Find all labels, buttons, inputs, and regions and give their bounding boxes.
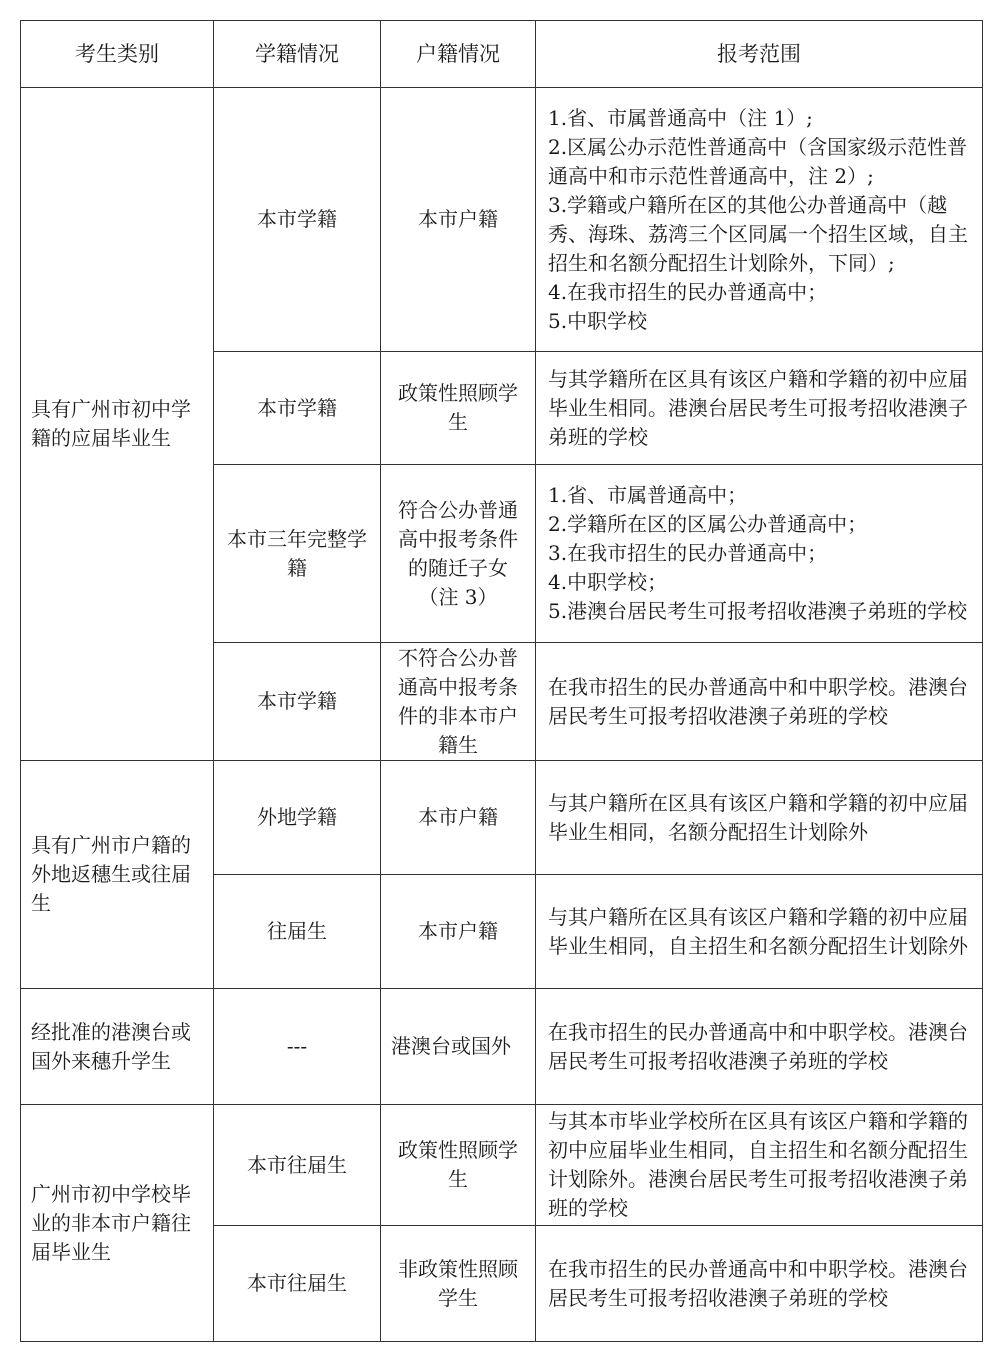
scope-line: 在我市招生的民办普通高中和中职学校。港澳台居民考生可报考招收港澳子弟班的学校 xyxy=(548,674,968,728)
school-status-cell: --- xyxy=(214,989,381,1105)
scope-line: 3.学籍或户籍所在区的其他公办普通高中（越秀、海珠、荔湾三个区同属一个招生区域，自主招生和名额分配招生计划除外，下同）; xyxy=(548,192,968,275)
hukou-status-cell: 政策性照顾学生 xyxy=(381,352,536,465)
school-status-cell: 本市学籍 xyxy=(214,352,381,465)
scope-line: 2.学籍所在区的区属公办普通高中； xyxy=(548,512,868,536)
school-status-cell: 本市学籍 xyxy=(214,643,381,761)
scope-cell xyxy=(536,1105,983,1226)
header-row xyxy=(21,21,983,88)
scope-cell xyxy=(536,761,983,875)
scope-line: 在我市招生的民办普通高中和中职学校。港澳台居民考生可报考招收港澳子弟班的学校 xyxy=(548,1019,968,1073)
school-status-cell: 本市学籍 xyxy=(214,88,381,352)
scope-line: 1.省、市属普通高中（注 1）; xyxy=(548,105,813,130)
table-row xyxy=(21,88,983,352)
scope-line: 在我市招生的民办普通高中和中职学校。港澳台居民考生可报考招收港澳子弟班的学校 xyxy=(548,1256,968,1310)
hukou-status-cell: 本市户籍 xyxy=(381,761,536,875)
table-row xyxy=(21,1105,983,1226)
category-cell: 具有广州市初中学籍的应届毕业生 xyxy=(21,88,214,761)
scope-cell xyxy=(536,643,983,761)
scope-line: 与其本市毕业学校所在区具有该区户籍和学籍的初中应届毕业生相同，自主招生和名额分配招生计划除外。港澳台居民考生可报考招收港澳子弟班的学校 xyxy=(548,1109,968,1220)
scope-cell xyxy=(536,88,983,352)
scope-line: 与其户籍所在区具有该区户籍和学籍的初中应届毕业生相同，自主招生和名额分配招生计划除外 xyxy=(548,904,968,958)
scope-line: 4.在我市招生的民办普通高中； xyxy=(548,279,828,304)
scope-line: 4.中职学校； xyxy=(548,570,668,594)
scope-line: 5.中职学校 xyxy=(548,308,648,333)
header-category: 考生类别 xyxy=(21,21,214,88)
school-status-cell: 外地学籍 xyxy=(214,761,381,875)
scope-cell xyxy=(536,875,983,989)
hukou-status-cell: 政策性照顾学生 xyxy=(381,1105,536,1226)
school-status-cell: 往届生 xyxy=(214,875,381,989)
scope-line: 3.在我市招生的民办普通高中； xyxy=(548,541,828,565)
scope-line: 1.省、市属普通高中； xyxy=(548,483,748,507)
school-status-cell: 本市三年完整学籍 xyxy=(214,465,381,643)
hukou-status-cell: 港澳台或国外 xyxy=(381,989,536,1105)
scope-cell xyxy=(536,465,983,643)
header-hukou-status: 户籍情况 xyxy=(381,21,536,88)
scope-line: 5.港澳台居民考生可报考招收港澳子弟班的学校 xyxy=(548,599,968,623)
category-cell: 具有广州市户籍的外地返穗生或往届生 xyxy=(21,761,214,989)
table-row xyxy=(21,761,983,875)
scope-line: 2.区属公办示范性普通高中（含国家级示范性普通高中和市示范性普通高中，注 2）; xyxy=(548,134,968,188)
enrollment-scope-table xyxy=(20,20,983,1342)
table-row xyxy=(21,989,983,1105)
school-status-cell: 本市往届生 xyxy=(214,1226,381,1342)
scope-cell xyxy=(536,352,983,465)
category-cell: 广州市初中学校毕业的非本市户籍往届毕业生 xyxy=(21,1105,214,1342)
scope-cell xyxy=(536,1226,983,1342)
scope-cell xyxy=(536,989,983,1105)
header-school-status: 学籍情况 xyxy=(214,21,381,88)
school-status-cell: 本市往届生 xyxy=(214,1105,381,1226)
hukou-status-cell: 本市户籍 xyxy=(381,88,536,352)
header-scope: 报考范围 xyxy=(536,21,983,88)
hukou-status-cell: 符合公办普通高中报考条件的随迁子女（注 3） xyxy=(381,465,536,643)
hukou-status-cell: 本市户籍 xyxy=(381,875,536,989)
scope-line: 与其户籍所在区具有该区户籍和学籍的初中应届毕业生相同，名额分配招生计划除外 xyxy=(548,790,968,844)
category-cell: 经批准的港澳台或国外来穗升学生 xyxy=(21,989,214,1105)
hukou-status-cell: 不符合公办普通高中报考条件的非本市户籍生 xyxy=(381,643,536,761)
scope-line: 与其学籍所在区具有该区户籍和学籍的初中应届毕业生相同。港澳台居民考生可报考招收港澳子弟班的学校 xyxy=(548,366,968,449)
hukou-status-cell: 非政策性照顾学生 xyxy=(381,1226,536,1342)
